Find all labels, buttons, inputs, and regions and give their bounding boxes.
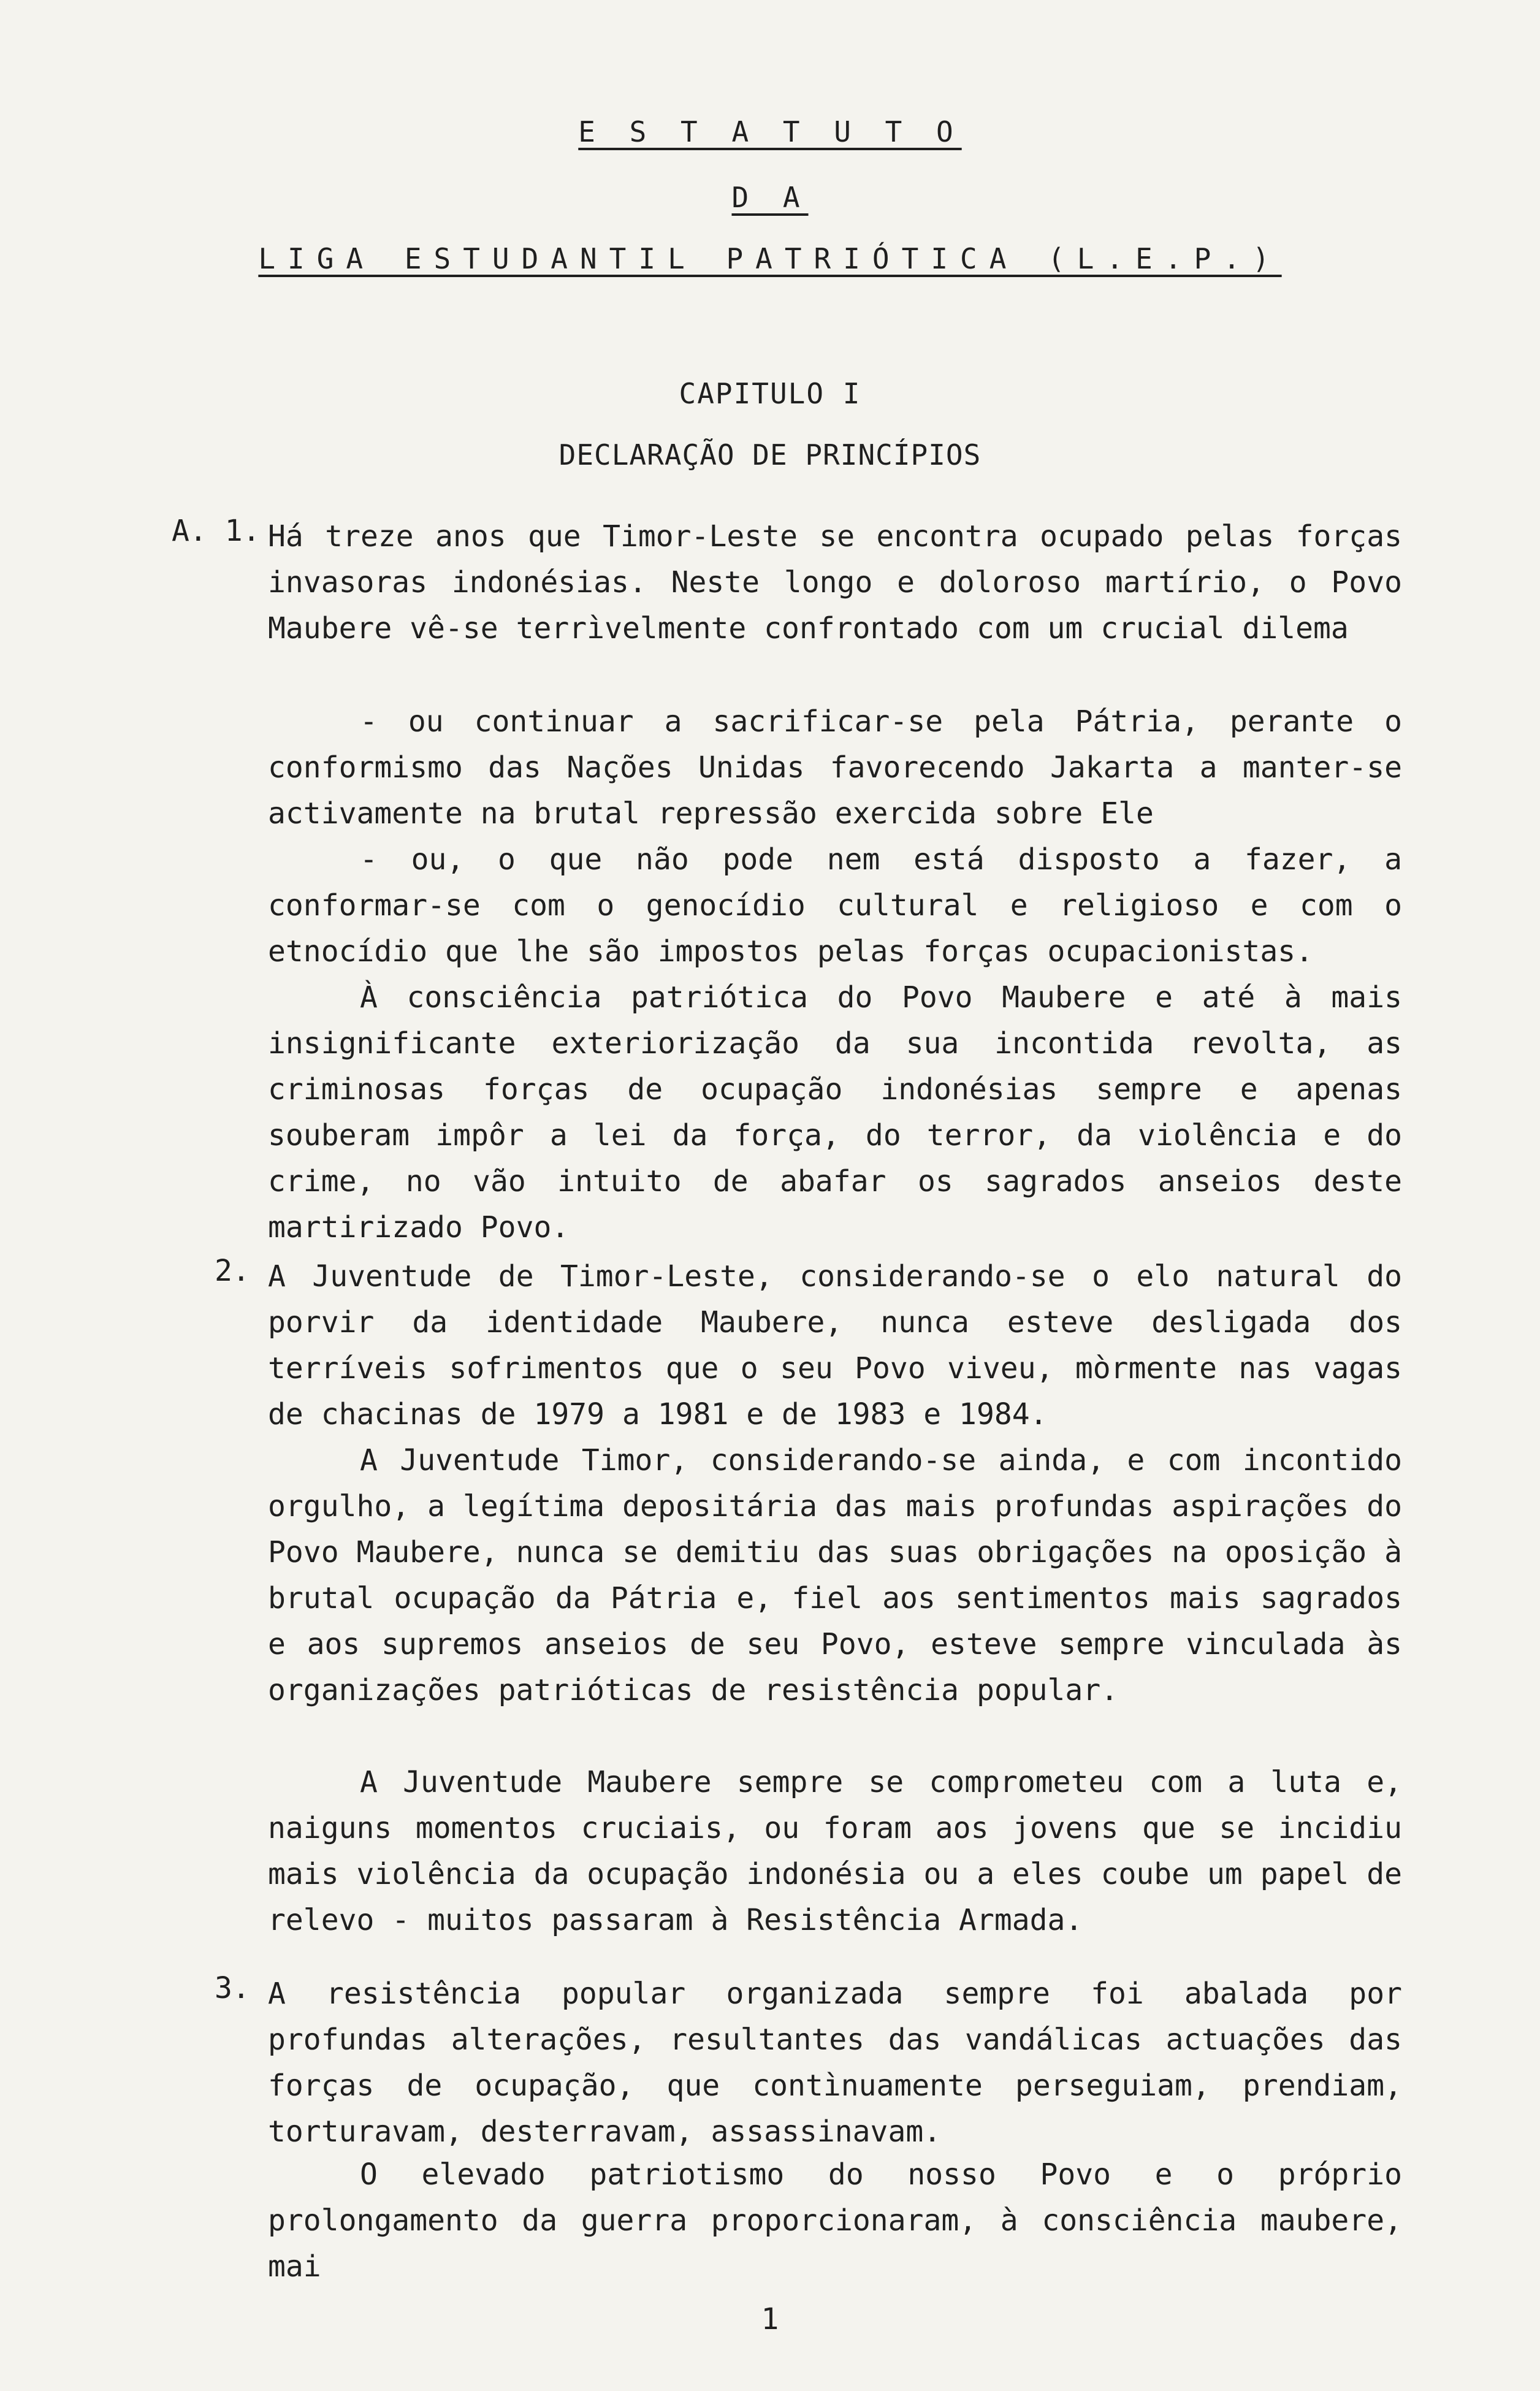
section-3-paragraph-2: O elevado patriotismo do nosso Povo e o próprio prolongamento da guerra proporcionaram, à consciência maubere, mai: [268, 2157, 1402, 2284]
section-2-paragraph-1: A Juventude de Timor-Leste, considerando-se o elo natural do porvir da identidade Maubere, nunca esteve desligada dos terríveis sofrimentos que o seu Povo viveu, mòrmente nas vagas de chacinas de 1979 a 1981 e de 1983 e 1984.: [268, 1259, 1402, 1432]
statute-title: E S T A T U T O: [578, 115, 962, 148]
chapter-subtitle: DECLARAÇÃO DE PRINCÍPIOS: [558, 438, 982, 471]
league-name: LIGA ESTUDANTIL PATRIÓTICA (L.E.P.): [258, 242, 1282, 275]
section-1-paragraph-2: - ou continuar a sacrificar-se pela Pátria, perante o conformismo das Nações Unidas favorecendo Jakarta a manter-se activamente na brutal repressão exercida sobre Ele: [268, 704, 1402, 831]
section-1-number: A. 1.: [172, 514, 261, 548]
section-2-paragraph-3: A Juventude Maubere sempre se comprometeu com a luta e, naiguns momentos cruciais, ou foram aos jovens que se incidiu mais violência da ocupação indonésia ou a eles coube um papel de relevo - muitos passaram à Resistência Armada.: [268, 1765, 1402, 1937]
chapter-title: CAPITULO I: [679, 377, 861, 410]
section-3-paragraph-1: A resistência popular organizada sempre foi abalada por profundas alterações, resultantes das vandálicas actuações das forças de ocupação, que contìnuamente perseguiam, prendiam, torturavam, desterravam, assassinavam.: [268, 1977, 1402, 2149]
section-2-number: 2.: [215, 1254, 250, 1288]
section-1-paragraph-3: - ou, o que não pode nem está disposto a fazer, a conformar-se com o genocídio cultural e religioso e com o etnocídio que lhe são impostos pelas forças ocupacionistas.: [268, 842, 1402, 969]
section-2-paragraph-2: A Juventude Timor, considerando-se ainda, e com incontido orgulho, a legítima depositária das mais profundas aspirações do Povo Maubere, nunca se demitiu das suas obrigações na oposição à brutal ocupação da Pátria e, fiel aos sentimentos mais sagrados e aos supremos anseios de seu Povo, esteve sempre vinculada às organizações patrióticas de resistência popular.: [268, 1443, 1402, 1707]
section-3-number: 3.: [215, 1971, 250, 2005]
statute-of: D A: [731, 181, 809, 214]
page-number: 1: [761, 2302, 779, 2336]
section-1-paragraph-4: À consciência patriótica do Povo Maubere e até à mais insignificante exteriorização da sua incontida revolta, as criminosas forças de ocupação indonésias sempre e apenas souberam impôr a lei da força, do terror, da violência e do crime, no vão intuito de abafar os sagrados anseios deste martirizado Povo.: [268, 980, 1402, 1245]
section-1-paragraph-1: Há treze anos que Timor-Leste se encontra ocupado pelas forças invasoras indonésias. Neste longo e doloroso martírio, o Povo Maubere vê-se terrìvelmente confrontado com um crucial dilema: [268, 519, 1402, 646]
